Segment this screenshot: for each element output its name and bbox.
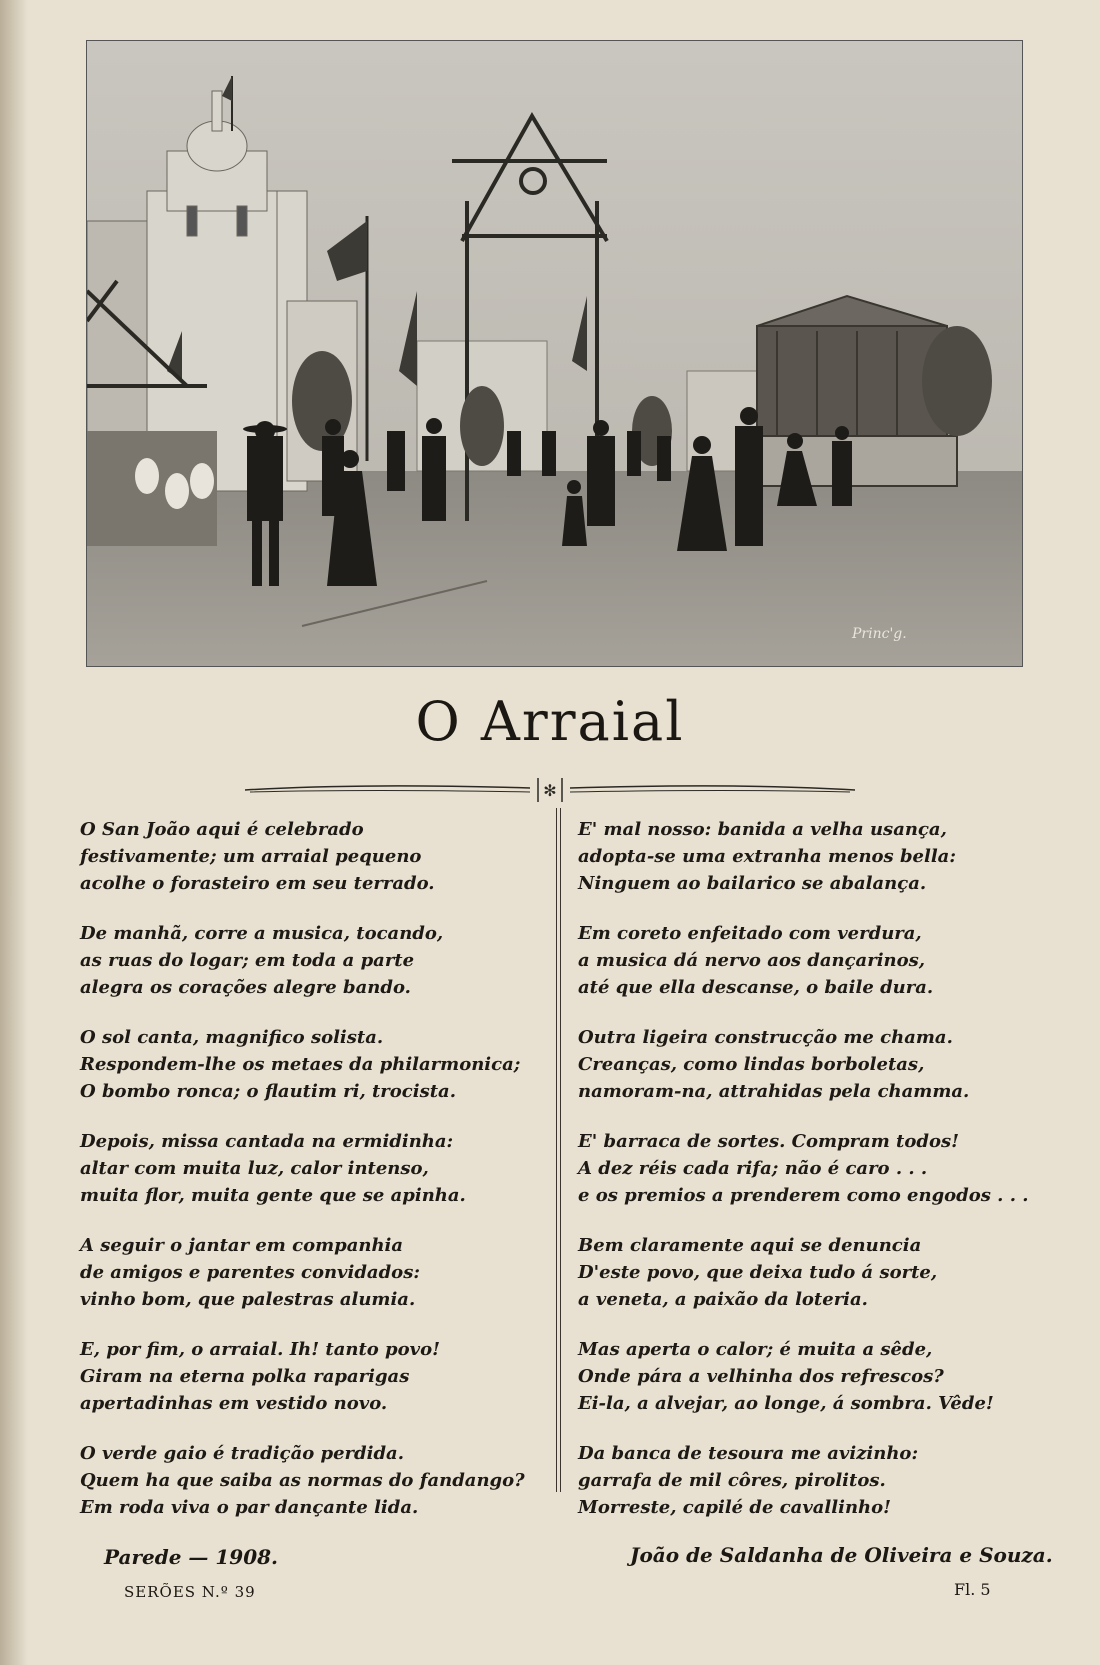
verse-line: namoram-na, attrahidas pela chamma. bbox=[578, 1081, 970, 1102]
verse-line: D'este povo, que deixa tudo á sorte, bbox=[578, 1262, 938, 1283]
verse-line: Mas aperta o calor; é muita a sêde, bbox=[578, 1339, 933, 1360]
verse-line: as ruas do logar; em toda a parte bbox=[80, 950, 415, 971]
verse-line: Ninguem ao bailarico se abalança. bbox=[578, 873, 927, 894]
stanza bbox=[80, 1336, 550, 1417]
verse-line: a musica dá nervo aos dançarinos, bbox=[578, 950, 926, 971]
photo-signature: Princ'g. bbox=[852, 626, 907, 642]
verse-line: De manhã, corre a musica, tocando, bbox=[80, 923, 444, 944]
stanza bbox=[80, 1232, 550, 1313]
verse-line: Da banca de tesoura me avizinho: bbox=[578, 1443, 919, 1464]
verse-line: até que ella descanse, o baile dura. bbox=[578, 977, 934, 998]
verse-line: Quem ha que saiba as normas do fandango? bbox=[80, 1470, 525, 1491]
verse-line: Ei-la, a alvejar, ao longe, á sombra. Vêde! bbox=[578, 1393, 994, 1414]
stanza bbox=[578, 1440, 1048, 1521]
poem-left-column bbox=[80, 816, 550, 1544]
verse-line: vinho bom, que palestras alumia. bbox=[80, 1289, 416, 1310]
verse-line: Onde pára a velhinha dos refrescos? bbox=[578, 1366, 944, 1387]
svg-text:✻: ✻ bbox=[543, 781, 557, 800]
verse-line: Respondem-lhe os metaes da philarmonica; bbox=[80, 1054, 521, 1075]
verse-line: O bombo ronca; o flautim ri, trocista. bbox=[80, 1081, 456, 1102]
stanza bbox=[578, 920, 1048, 1001]
verse-line: O verde gaio é tradição perdida. bbox=[80, 1443, 404, 1464]
verse-line: garrafa de mil côres, pirolitos. bbox=[578, 1470, 886, 1491]
verse-line: apertadinhas em vestido novo. bbox=[80, 1393, 388, 1414]
poem-title: O Arraial bbox=[415, 690, 685, 753]
verse-line: Bem claramente aqui se denuncia bbox=[578, 1235, 922, 1256]
verse-line: Outra ligeira construcção me chama. bbox=[578, 1027, 953, 1048]
verse-line: festivamente; um arraial pequeno bbox=[80, 846, 422, 867]
ornament-divider-icon bbox=[240, 775, 860, 805]
verse-line: E' mal nosso: banida a velha usança, bbox=[578, 819, 947, 840]
verse-line: altar com muita luz, calor intenso, bbox=[80, 1158, 429, 1179]
verse-line: acolhe o forasteiro em seu terrado. bbox=[80, 873, 435, 894]
footer-sheet-number: Fl. 5 bbox=[954, 1580, 991, 1599]
festival-square-photo bbox=[86, 40, 1023, 667]
verse-line: e os premios a prenderem como engodos . . . bbox=[578, 1185, 1029, 1206]
verse-line: Morreste, capilé de cavallinho! bbox=[578, 1497, 892, 1518]
stanza bbox=[80, 920, 550, 1001]
stanza bbox=[578, 1128, 1048, 1209]
verse-line: Giram na eterna polka raparigas bbox=[80, 1366, 410, 1387]
stanza bbox=[80, 1128, 550, 1209]
verse-line: alegra os corações alegre bando. bbox=[80, 977, 411, 998]
place-date: Parede — 1908. bbox=[104, 1545, 278, 1569]
stanza bbox=[578, 816, 1048, 897]
stanza bbox=[80, 1440, 550, 1521]
verse-line: A dez réis cada rifa; não é caro . . . bbox=[578, 1158, 928, 1179]
verse-line: A seguir o jantar em companhia bbox=[80, 1235, 404, 1256]
verse-line: E, por fim, o arraial. Ih! tanto povo! bbox=[80, 1339, 440, 1360]
author-signature: João de Saldanha de Oliveira e Souza. bbox=[630, 1543, 1053, 1567]
column-divider bbox=[556, 808, 561, 1492]
page-binding-shadow bbox=[0, 0, 28, 1665]
stanza bbox=[578, 1336, 1048, 1417]
stanza bbox=[80, 816, 550, 897]
verse-line: O San João aqui é celebrado bbox=[80, 819, 364, 840]
verse-line: muita flor, muita gente que se apinha. bbox=[80, 1185, 466, 1206]
verse-line: E' barraca de sortes. Compram todos! bbox=[578, 1131, 959, 1152]
stanza bbox=[578, 1024, 1048, 1105]
verse-line: Creanças, como lindas borboletas, bbox=[578, 1054, 925, 1075]
stanza bbox=[80, 1024, 550, 1105]
poem-right-column bbox=[578, 816, 1048, 1544]
verse-line: O sol canta, magnifico solista. bbox=[80, 1027, 384, 1048]
verse-line: Em roda viva o par dançante lida. bbox=[80, 1497, 419, 1518]
verse-line: adopta-se uma extranha menos bella: bbox=[578, 846, 956, 867]
stanza bbox=[578, 1232, 1048, 1313]
verse-line: Em coreto enfeitado com verdura, bbox=[578, 923, 922, 944]
footer-publication: SERÕES N.º 39 bbox=[124, 1583, 256, 1601]
verse-line: a veneta, a paixão da loteria. bbox=[578, 1289, 868, 1310]
verse-line: de amigos e parentes convidados: bbox=[80, 1262, 420, 1283]
verse-line: Depois, missa cantada na ermidinha: bbox=[80, 1131, 454, 1152]
